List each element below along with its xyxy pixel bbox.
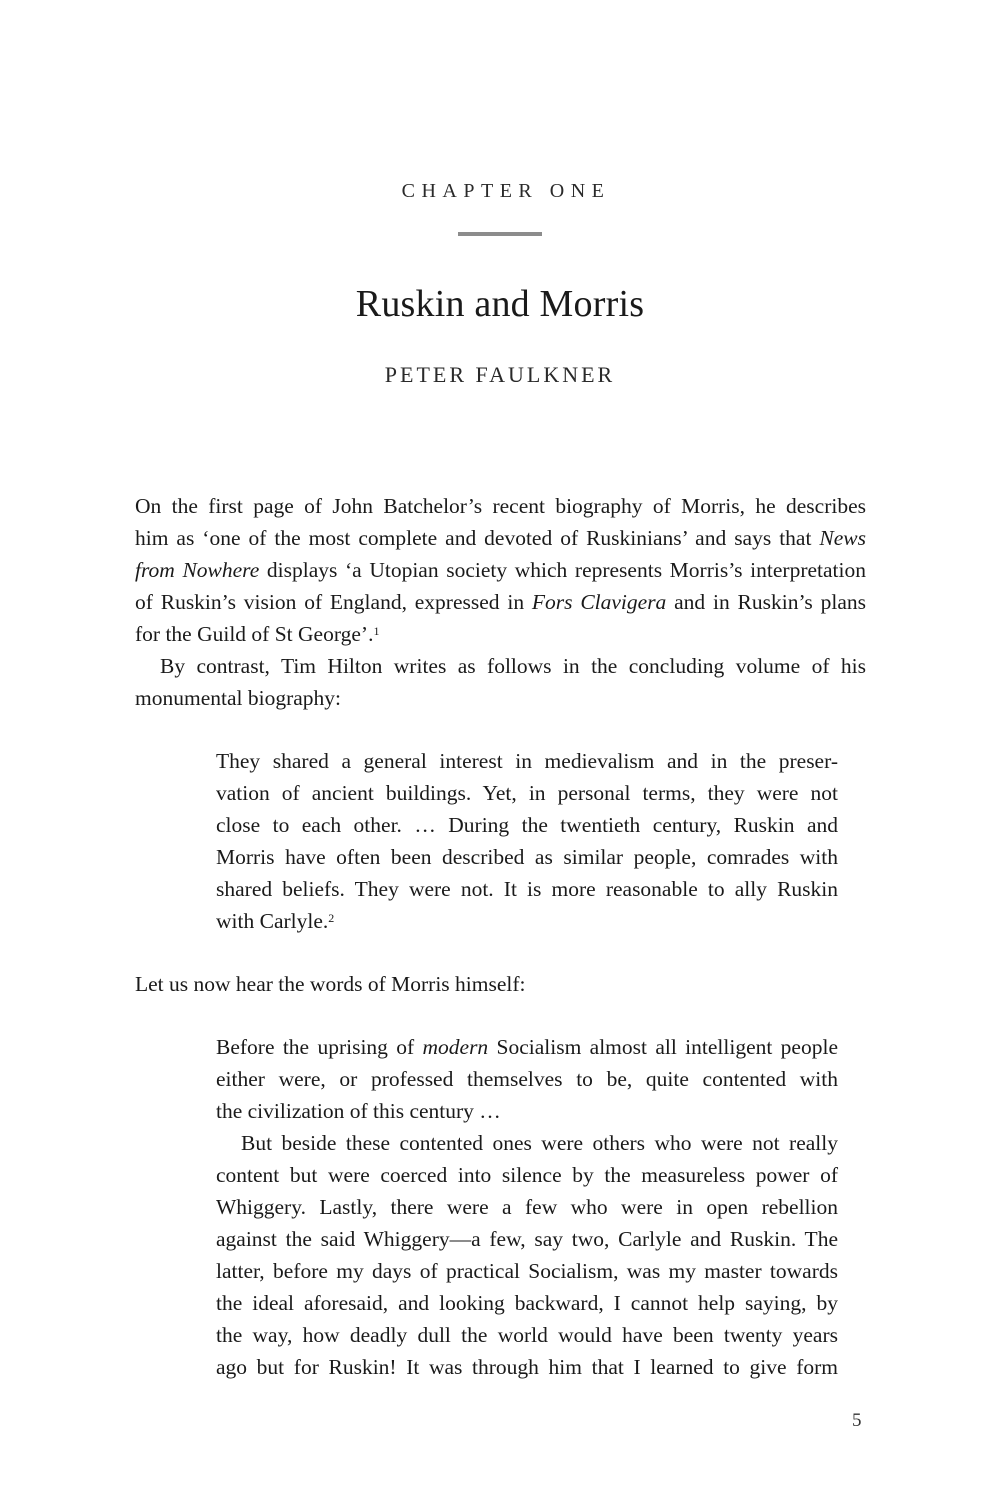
- footnote-marker-2[interactable]: 2: [328, 911, 335, 925]
- paragraph-1-line-2: [135, 522, 866, 554]
- paragraph-1-line-3: [135, 554, 866, 586]
- quote-1-line-1: They shared a general interest in medievalism and in the preser-: [216, 749, 838, 773]
- text-run: Socialism almost all intelligent people: [488, 1035, 838, 1059]
- quote-2-line-3: the civilization of this century …: [216, 1099, 501, 1123]
- italic-title-run: from Nowhere: [135, 558, 260, 582]
- text-run: him as ‘one of the most complete and devoted of Ruskinians’ and says that: [135, 526, 820, 550]
- footnote-marker-1[interactable]: 1: [373, 624, 380, 638]
- italic-emphasis-run: modern: [422, 1035, 489, 1059]
- quote-1-line-4: Morris have often been described as similar people, comrades with: [216, 845, 838, 869]
- text-run: for the Guild of St George’.: [135, 622, 374, 646]
- paragraph-3: Let us now hear the words of Morris himself:: [135, 972, 526, 996]
- quote-1-line-3: close to each other. … During the twentieth century, Ruskin and: [216, 813, 838, 837]
- paragraph-1-line-4: [135, 586, 866, 618]
- paragraph-1-line-1: On the first page of John Batchelor’s recent biography of Morris, he describes: [135, 494, 866, 518]
- chapter-author: PETER FAULKNER: [384, 362, 616, 387]
- page-number: 5: [852, 1410, 862, 1431]
- quote-2-line-7: against the said Whiggery—a few, say two, Carlyle and Ruskin. The: [216, 1227, 838, 1251]
- text-run: with Carlyle.: [216, 909, 329, 933]
- text-run: of Ruskin’s vision of England, expressed in: [135, 590, 532, 614]
- paragraph-1-line-5: [135, 618, 866, 650]
- quote-2-line-5: content but were coerced into silence by the measureless power of: [216, 1163, 838, 1187]
- italic-title-run: Fors Clavigera: [531, 590, 667, 614]
- chapter-title: Ruskin and Morris: [355, 283, 645, 325]
- quote-1-line-6: [216, 905, 838, 937]
- quote-2-line-4: But beside these contented ones were others who were not really: [241, 1131, 838, 1155]
- quote-2-line-1: [216, 1031, 838, 1063]
- paragraph-2-line-2: monumental biography:: [135, 686, 342, 710]
- text-run: displays ‘a Utopian society which represents Morris’s interpretation: [259, 558, 866, 582]
- quote-2-line-10: the way, how deadly dull the world would have been twenty years: [216, 1323, 838, 1347]
- italic-title-run: News: [819, 526, 866, 550]
- quote-2-line-9: the ideal aforesaid, and looking backward, I cannot help saying, by: [216, 1291, 838, 1315]
- text-run: Before the uprising of: [216, 1035, 423, 1059]
- text-run: and in Ruskin’s plans: [666, 590, 866, 614]
- chapter-label: CHAPTER ONE: [401, 180, 611, 202]
- quote-1-line-2: vation of ancient buildings. Yet, in personal terms, they were not: [216, 781, 838, 805]
- quote-2-line-2: either were, or professed themselves to be, quite contented with: [216, 1067, 838, 1091]
- quote-1-line-5: shared beliefs. They were not. It is more reasonable to ally Ruskin: [216, 877, 838, 901]
- quote-2-line-6: Whiggery. Lastly, there were a few who were in open rebellion: [216, 1195, 838, 1219]
- chapter-divider-rule: [458, 232, 542, 236]
- quote-2-line-8: latter, before my days of practical Socialism, was my master towards: [216, 1259, 838, 1283]
- paragraph-2-line-1: By contrast, Tim Hilton writes as follows in the concluding volume of his: [160, 654, 866, 678]
- quote-2-line-11: ago but for Ruskin! It was through him that I learned to give form: [216, 1355, 838, 1379]
